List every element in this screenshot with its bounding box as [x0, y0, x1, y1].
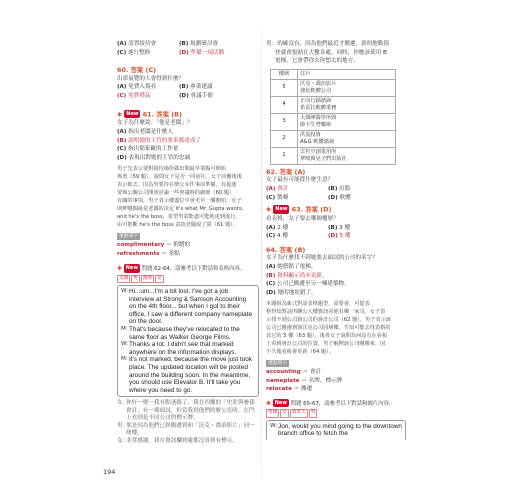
accent-tag: 加拿大: [290, 409, 308, 418]
vocab-item: refreshments ＝ 茶點: [117, 250, 180, 257]
gender-tag: 女: [155, 275, 164, 284]
option-b: (B) 3 樓: [328, 224, 351, 231]
option-d: (D) 會議手冊: [179, 92, 213, 99]
explanation-line: 公司已搬遷到與沃克公司同層樓。告知可能去找表格的: [266, 325, 391, 332]
set-62-title: 問題 62-64，請參考以下對話和表格內容。: [141, 266, 246, 272]
accent-tag: 澳洲: [141, 275, 154, 284]
star-icon: ✱: [266, 206, 272, 214]
question-61-header: [117, 110, 259, 120]
table-row: [271, 130, 396, 147]
page-number: 194: [103, 468, 116, 476]
question-60-text: 出席展覽的人會得到什麼？: [117, 75, 185, 82]
accent-tags: [266, 408, 406, 418]
explanation-line: 男子先表示要對接待場所做出問最早業點可開始: [117, 166, 226, 173]
star-icon: ✱: [117, 110, 123, 118]
prev-options-row: [117, 49, 259, 58]
explanation-line: 不久後看板會更新（64 題）。: [266, 349, 334, 356]
option-d: (D) 表現出對她的主管的忠誠: [117, 154, 191, 161]
question-63-header: [266, 205, 406, 215]
set-65-header: [266, 399, 406, 408]
floor-cell: 1: [271, 147, 298, 164]
explanation-line: 示找不到公司新公司的會計公司（62 題），男子表示該: [266, 317, 391, 324]
vocab-item: complimentary ＝ 附贈的: [117, 242, 191, 249]
vocab-item: nameplate ＝ 名牌，標示牌: [266, 377, 343, 384]
new-badge: New: [275, 206, 288, 213]
floor-cell: 3: [271, 113, 298, 130]
option-b: (B) 專業建議: [179, 84, 213, 91]
vocab-label: 重點單字: [268, 361, 288, 367]
translation-line: 快就會張貼在大樓各處。同時，你應該使用 B: [275, 49, 387, 56]
table-header: 住戶: [298, 69, 396, 79]
translation-line: 女： 非常感謝。我在資訊欄到處都沒看到有標示。: [117, 437, 238, 444]
option-a: (A) 免費入場券: [117, 84, 157, 91]
option-b: (B) 出版: [328, 185, 351, 192]
question-63-title: 63. 答案 (D): [291, 205, 332, 214]
tenant-cell: 大顏峰醫學所與 節卡生營藥庫: [298, 113, 396, 130]
table-header-row: [271, 69, 396, 79]
star-icon: ✱: [266, 399, 272, 407]
explanation-line: 表示她去。因為男要待在辦公室作事前準備，有接連: [117, 182, 237, 189]
page-spine: [261, 30, 262, 480]
floor-directory-table: [270, 69, 396, 165]
option-c: (C) 製藥: [266, 194, 289, 201]
set-62-header: [117, 264, 259, 273]
q63-options-row: [266, 232, 406, 241]
dialog-line: W: Jon, would you mind going to the downtown branch office to fetch the: [270, 422, 402, 438]
vocab-label: 重點單字: [119, 234, 139, 240]
vocab-item: relocate ＝ 搬遷: [266, 386, 313, 393]
option-a: (A) 設置接待會: [117, 41, 157, 47]
explanation-line: and he's the boss，希望男需能盡可能地達到進行，: [117, 214, 241, 221]
tenant-cell: 正向行銷諮詢 希雷拉軟體業務: [298, 96, 396, 113]
gender-tag: 女: [280, 409, 289, 418]
tenant-cell: 沃克・喬治影片 強化軟體公司: [298, 79, 396, 96]
question-63-text: 看表格，女子要去哪個樓層？: [266, 216, 339, 223]
dialog-box: [117, 285, 259, 397]
explanation-line: 有關的事項，男子表示樓盡位早會更早一樂開始，女子: [117, 198, 242, 205]
option-c-correct: (C) 免費禮品: [117, 92, 151, 99]
option-c: (C) 公司已搬遷至另一棟建築物。: [266, 281, 350, 288]
option-d-correct: (D) 準備一項活動: [179, 49, 225, 56]
table-row: [271, 147, 396, 164]
table-row: [271, 96, 396, 113]
prev-options-row: [117, 40, 259, 49]
left-column: [117, 40, 259, 445]
new-badge: New: [126, 110, 139, 117]
floor-cell: 2: [271, 130, 298, 147]
translation-line: 男：的確沒有，因為他們最近才搬遷，新的地點很: [266, 41, 390, 47]
accent-tag: 英國: [266, 409, 279, 418]
option-b-correct: (B) 說明她的主管的要求都達成了: [117, 137, 201, 144]
q60-options-row: [117, 83, 259, 92]
gender-tag: 男: [131, 275, 140, 284]
option-a: (A) 她搭錯了電梯。: [266, 264, 317, 271]
explanation-line: 則鮮哪個說是老闆的決定 it's what Mr. Gupta wants,: [117, 206, 244, 213]
question-62-text: 女子最有可能從什麼生意？: [266, 177, 334, 184]
vocab-item: accounting ＝ 會計: [266, 368, 322, 375]
explanation-61: [117, 165, 259, 229]
translation-line: 電梯，它會帶你去你想去的地方。: [275, 58, 359, 65]
explanation-line: 上看到會計公司的位置，男子解釋該公司剛搬來，因: [266, 341, 386, 348]
question-61-title: 61. 答案 (B): [142, 109, 182, 118]
dialog-line: M: It's not marked, because the move just took place. The updated location will be posted around the building soon. In the meantime, you should use Elevator B. It'll take you where you need to go.: [121, 356, 253, 394]
star-icon: ✱: [117, 265, 123, 272]
explanation-line: 本題組為新式對話表格題型，需要會，可從表: [266, 301, 370, 308]
vocab-section: [117, 232, 259, 258]
dialog-line: M: That's because they've relocated to the same floor as Walker George Films.: [121, 326, 240, 341]
option-a: (A) 2 樓: [266, 224, 289, 231]
gender-tag: 男: [309, 409, 318, 418]
explanation-line: 由可推斷 he's the boss 意指老闆說了算（61 題）。: [117, 222, 239, 229]
explanation-line: 其它的 5 樓（63 題），後者女子說問為何沒有在看板: [266, 333, 388, 340]
q63-options-row: [266, 224, 406, 233]
explanation-line: 格得知對話所聊公大樓資訊看地有哪一家司。女子表: [266, 309, 386, 316]
translation-line: 女： 你好一嗯一我有點迷路了。我在四樓的「史壯與參孫會計」有一場面試，但當我到他們的辦公室時，在門上看到是不同公司的標示牌。: [117, 400, 255, 422]
new-badge: New: [125, 265, 138, 272]
q62-options-row: [266, 194, 406, 203]
dialog-line: W: Thanks a lot. I didn't see that marked anywhere on the information displays.: [121, 341, 237, 356]
question-64-header: 64. 答案 (B): [266, 245, 306, 254]
dialog-translation: [117, 400, 259, 445]
q62-options-row: [266, 185, 406, 194]
option-a-correct: (A) 會計: [266, 185, 289, 192]
question-64-text: 女子為什麼找不到她要去面試的公司的名字？: [266, 255, 378, 262]
accent-tag: 美國: [117, 275, 130, 284]
right-column: [266, 40, 406, 440]
new-badge: New: [274, 399, 287, 406]
vocab-section: [266, 359, 406, 393]
table-row: [271, 79, 396, 96]
option-c: (C) 4 樓: [266, 233, 288, 240]
table-row: [271, 113, 396, 130]
floor-cell: 4: [271, 96, 298, 113]
q60-options-row: [117, 92, 259, 101]
explanation-line: 要與公關公司開會討論一些會議時的細節（60 題）: [117, 190, 235, 197]
tenant-cell: 洪流投資 A&G 軟體諮詢: [298, 130, 396, 147]
option-d: (D) 她的地址錯了。: [266, 289, 317, 296]
question-61-text: 女子為什麼說：「他是老闆」？: [117, 120, 193, 127]
option-c: (C) 進行整修: [117, 49, 151, 56]
question-62-header: 62. 答案 (A): [266, 167, 306, 176]
option-b: (B) 規劃研討會: [179, 41, 219, 47]
tenant-cell: 雲杉空創業用所 華鳴與兒子們出版社: [298, 147, 396, 164]
question-60-header: 60. 答案 (C): [117, 66, 157, 75]
floor-cell: 5: [271, 79, 298, 96]
dialog-line: W: Hi...um...I'm a bit lost. I've got a job interview at Strong & Samson Accounting on the 4th floor... but when I got to their office, I saw a different company nameplate on the door.: [121, 288, 253, 326]
option-b-correct: (B) 資料顯示尚未更新。: [266, 272, 328, 279]
option-c: (C) 指出那家廠的工作量: [117, 146, 179, 153]
accent-tags: [117, 274, 259, 284]
option-d: (D) 軟體: [328, 194, 351, 201]
option-d-correct: (D) 5 樓: [328, 233, 351, 240]
set-65-title: 問題 65-67，請參考以下對話和圖片內容。: [290, 400, 395, 407]
option-a: (A) 指出老闆是什麼人: [117, 129, 173, 136]
dialog-box: [266, 420, 406, 440]
explanation-64: [266, 300, 406, 356]
translation-line: 男： 那是因為他們已經搬遷到和「沃克・喬治影片」同一層樓。: [117, 422, 255, 437]
table-header: 樓層: [271, 69, 298, 79]
explanation-line: 佈置（59 題），說問女子是否一同前往，女子回覆後後: [117, 174, 242, 181]
translation-continued: [266, 40, 406, 66]
